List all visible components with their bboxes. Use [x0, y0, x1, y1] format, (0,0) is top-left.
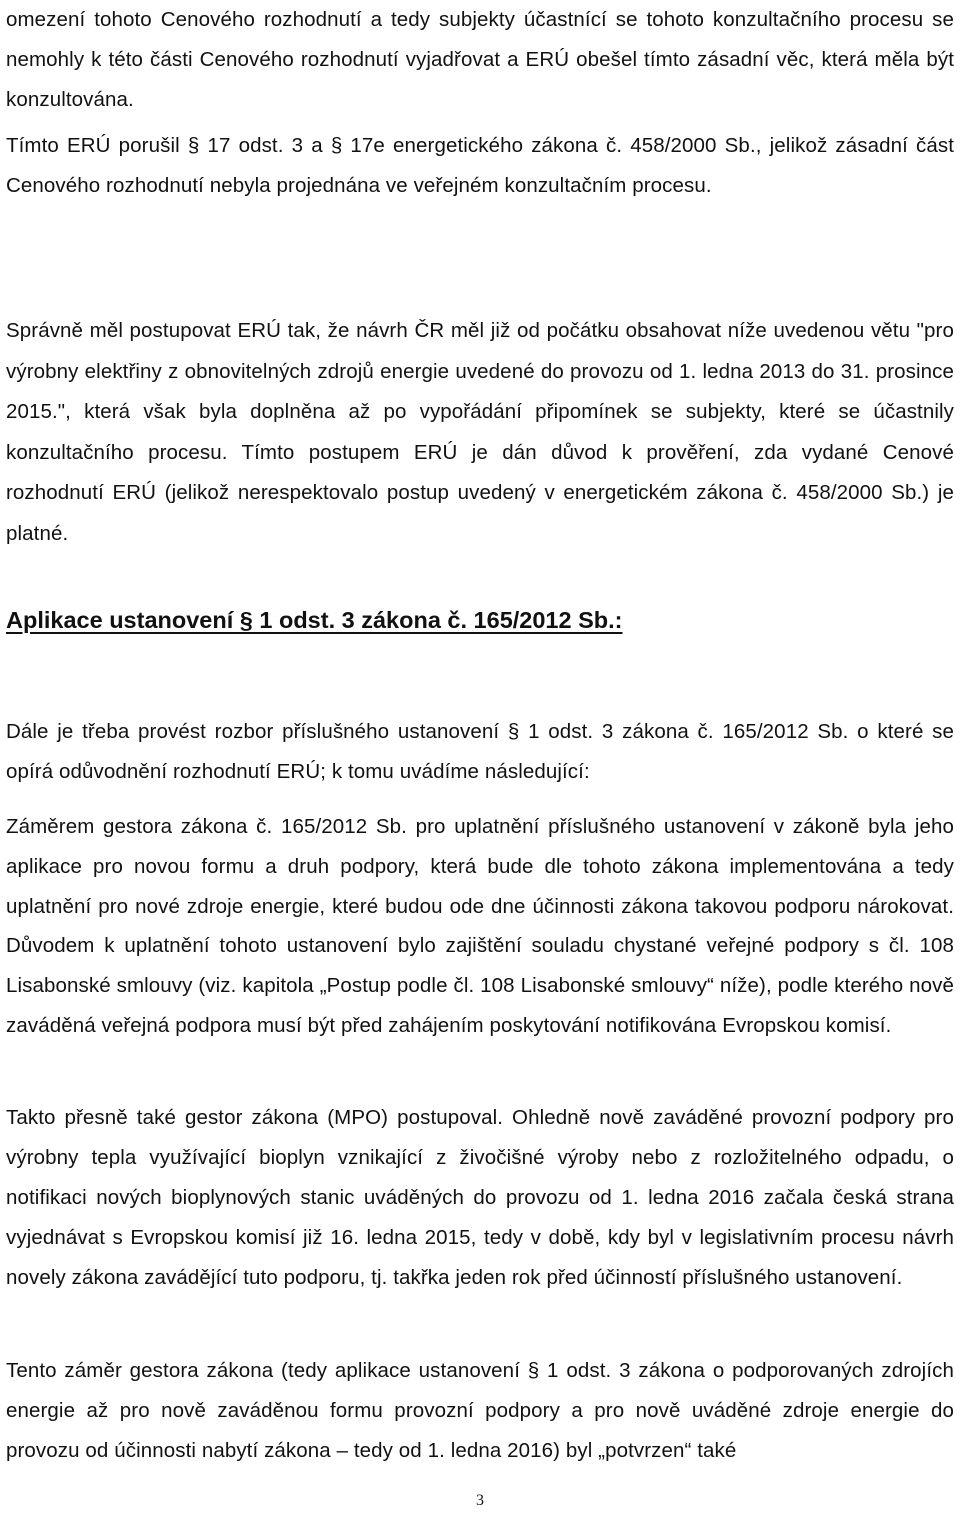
paragraph-legislator-intent: Záměrem gestora zákona č. 165/2012 Sb. pro uplatnění příslušného ustanovení v zákoně byla jeho aplikace pro novou formu a druh podpory, která bude dle tohoto zákona implementována a tedy uplatnění pro nové zdroje energie, které budou ode dne účinnosti zákona takovou podporu nárokovat. Důvodem k uplatnění tohoto ustanovení bylo zajištění souladu chystané veřejné podpory s čl. 108 Lisabonské smlouvy (viz. kapitola „Postup podle čl. 108 Lisabonské smlouvy“ níže), podle kterého nově zaváděná veřejná podpora musí být před zahájením poskytování notifikována Evropskou komisí.	[6, 815, 954, 1037]
paragraph-intro: omezení tohoto Cenového rozhodnutí a tedy subjekty účastnící se tohoto konzultačního procesu se nemohly k této části Cenového rozhodnutí vyjadřovat a ERÚ obešel tímto zásadní věc, která měla být konzultována.	[6, 8, 954, 111]
page-number: 3	[476, 1492, 484, 1509]
paragraph-correct-procedure: Správně měl postupovat ERÚ tak, že návrh ČR měl již od počátku obsahovat níže uvedenou větu "pro výrobny elektřiny z obnovitelných zdrojů energie uvedené do provozu od 1. ledna 2013 do 31. prosince 2015.", která však byla doplněna až po vypořádání připomínek se subjekty, které se účastnily konzultačního procesu. Tímto postupem ERÚ je dán důvod k prověření, zda vydané Cenové rozhodnutí ERÚ (jelikož nerespektovalo postup uvedený v energetickém zákona č. 458/2000 Sb.) je platné.	[6, 319, 954, 545]
section-heading: Aplikace ustanovení § 1 odst. 3 zákona č. 165/2012 Sb.:	[6, 607, 623, 633]
paragraph-violation: Tímto ERÚ porušil § 17 odst. 3 a § 17e energetického zákona č. 458/2000 Sb., jelikož zásadní část Cenového rozhodnutí nebyla projednána ve veřejném konzultačním procesu.	[6, 134, 954, 197]
paragraph-intent-confirmed: Tento záměr gestora zákona (tedy aplikace ustanovení § 1 odst. 3 zákona o podporovaných zdrojích energie až pro nově zaváděnou formu provozní podpory a pro nově uváděné zdroje energie do provozu od účinnosti nabytí zákona – tedy od 1. ledna 2016) byl „potvrzen“ také	[6, 1359, 954, 1462]
paragraph-mpo-procedure: Takto přesně také gestor zákona (MPO) postupoval. Ohledně nově zaváděné provozní podpory pro výrobny tepla využívající bioplyn vznikající z živočišné výroby nebo z rozložitelného odpadu, o notifikaci nových bioplynových stanic uváděných do provozu od 1. ledna 2016 začala česká strana vyjednávat s Evropskou komisí již 16. ledna 2015, tedy v době, kdy byl v legislativním procesu návrh novely zákona zavádějící tuto podporu, tj. takřka jeden rok před účinností příslušného ustanovení.	[6, 1106, 954, 1289]
paragraph-analysis-intro: Dále je třeba provést rozbor příslušného ustanovení § 1 odst. 3 zákona č. 165/2012 Sb. o které se opírá odůvodnění rozhodnutí ERÚ; k tomu uvádíme následující:	[6, 720, 954, 783]
